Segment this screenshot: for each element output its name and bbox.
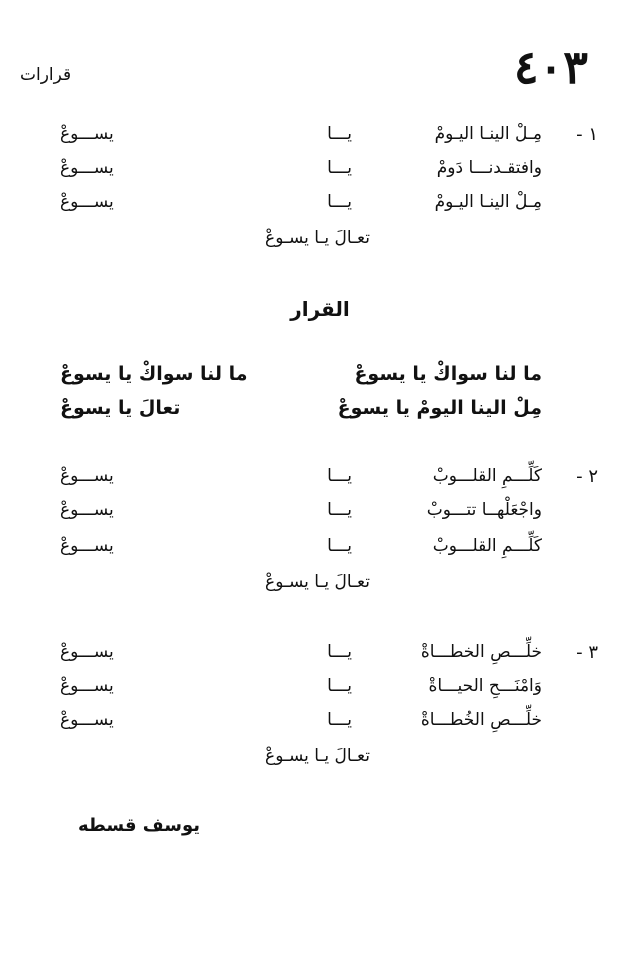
verse-line	[60, 640, 542, 664]
line-response: يســـوعْ	[60, 466, 114, 486]
line-call: يـــا	[327, 466, 352, 486]
page-number: ٤٠٣	[513, 40, 588, 94]
line-call: يـــا	[327, 124, 352, 144]
section-title: قرارات	[20, 65, 72, 85]
line-response: يســـوعْ	[60, 642, 114, 662]
verse-line	[60, 708, 542, 732]
line-response: يســـوعْ	[60, 536, 114, 556]
verse-number: ٢ -	[576, 466, 598, 487]
verse-number: ٣ -	[576, 642, 598, 663]
line-response: يســـوعْ	[60, 710, 114, 730]
verse-line	[60, 190, 542, 214]
chorus-line-right: ما لنا سواكْ يا يسوعْ	[354, 363, 542, 385]
chorus-line	[60, 394, 542, 422]
line-call: يـــا	[327, 192, 352, 212]
verse-line	[60, 122, 542, 146]
line-call: يـــا	[327, 642, 352, 662]
line-text: خلِّـــصِ الخطـــاةْ	[420, 642, 542, 662]
chorus-line-right: مِلْ الينا اليومْ يا يسوعْ	[337, 397, 542, 419]
line-response: يســـوعْ	[60, 192, 114, 212]
line-text: واجْعَلْهــا تتـــوبْ	[426, 500, 542, 520]
chorus-line-left: ما لنا سواكْ يا يسوعْ	[60, 363, 248, 385]
verse-refrain: تعـالَ يـا يسـوعْ	[265, 228, 370, 248]
line-text: كَلِّـــمِ القلـــوبْ	[432, 466, 542, 486]
chorus-line-left: تعالَ يا يسوعْ	[60, 397, 181, 419]
verse-number: ١ -	[576, 124, 598, 145]
chorus-title: القرار	[290, 297, 350, 321]
verse-line	[60, 534, 542, 558]
chorus-line	[60, 360, 542, 388]
line-call: يـــا	[327, 676, 352, 696]
line-text: وافتقـدنـــا دَومْ	[436, 158, 542, 178]
verse-refrain: تعـالَ يـا يسـوعْ	[265, 572, 370, 592]
line-call: يـــا	[327, 158, 352, 178]
line-call: يـــا	[327, 710, 352, 730]
line-response: يســـوعْ	[60, 158, 114, 178]
line-text: وَامْنَـــحِ الحيـــاةْ	[428, 676, 542, 696]
line-text: كَلِّـــمِ القلـــوبْ	[432, 536, 542, 556]
line-text: مِـلْ الينـا اليـومْ	[434, 192, 542, 212]
author-name: يوسف قسطه	[77, 815, 200, 836]
line-response: يســـوعْ	[60, 676, 114, 696]
line-text: خلِّـــصِ الخُطـــاةْ	[420, 710, 542, 730]
verse-line	[60, 156, 542, 180]
verse-refrain: تعـالَ يـا يسـوعْ	[265, 746, 370, 766]
line-response: يســـوعْ	[60, 124, 114, 144]
verse-line	[60, 464, 542, 488]
verse-line	[60, 498, 542, 522]
line-call: يـــا	[327, 536, 352, 556]
line-call: يـــا	[327, 500, 352, 520]
line-response: يســـوعْ	[60, 500, 114, 520]
line-text: مِـلْ الينـا اليـومْ	[434, 124, 542, 144]
verse-line	[60, 674, 542, 698]
